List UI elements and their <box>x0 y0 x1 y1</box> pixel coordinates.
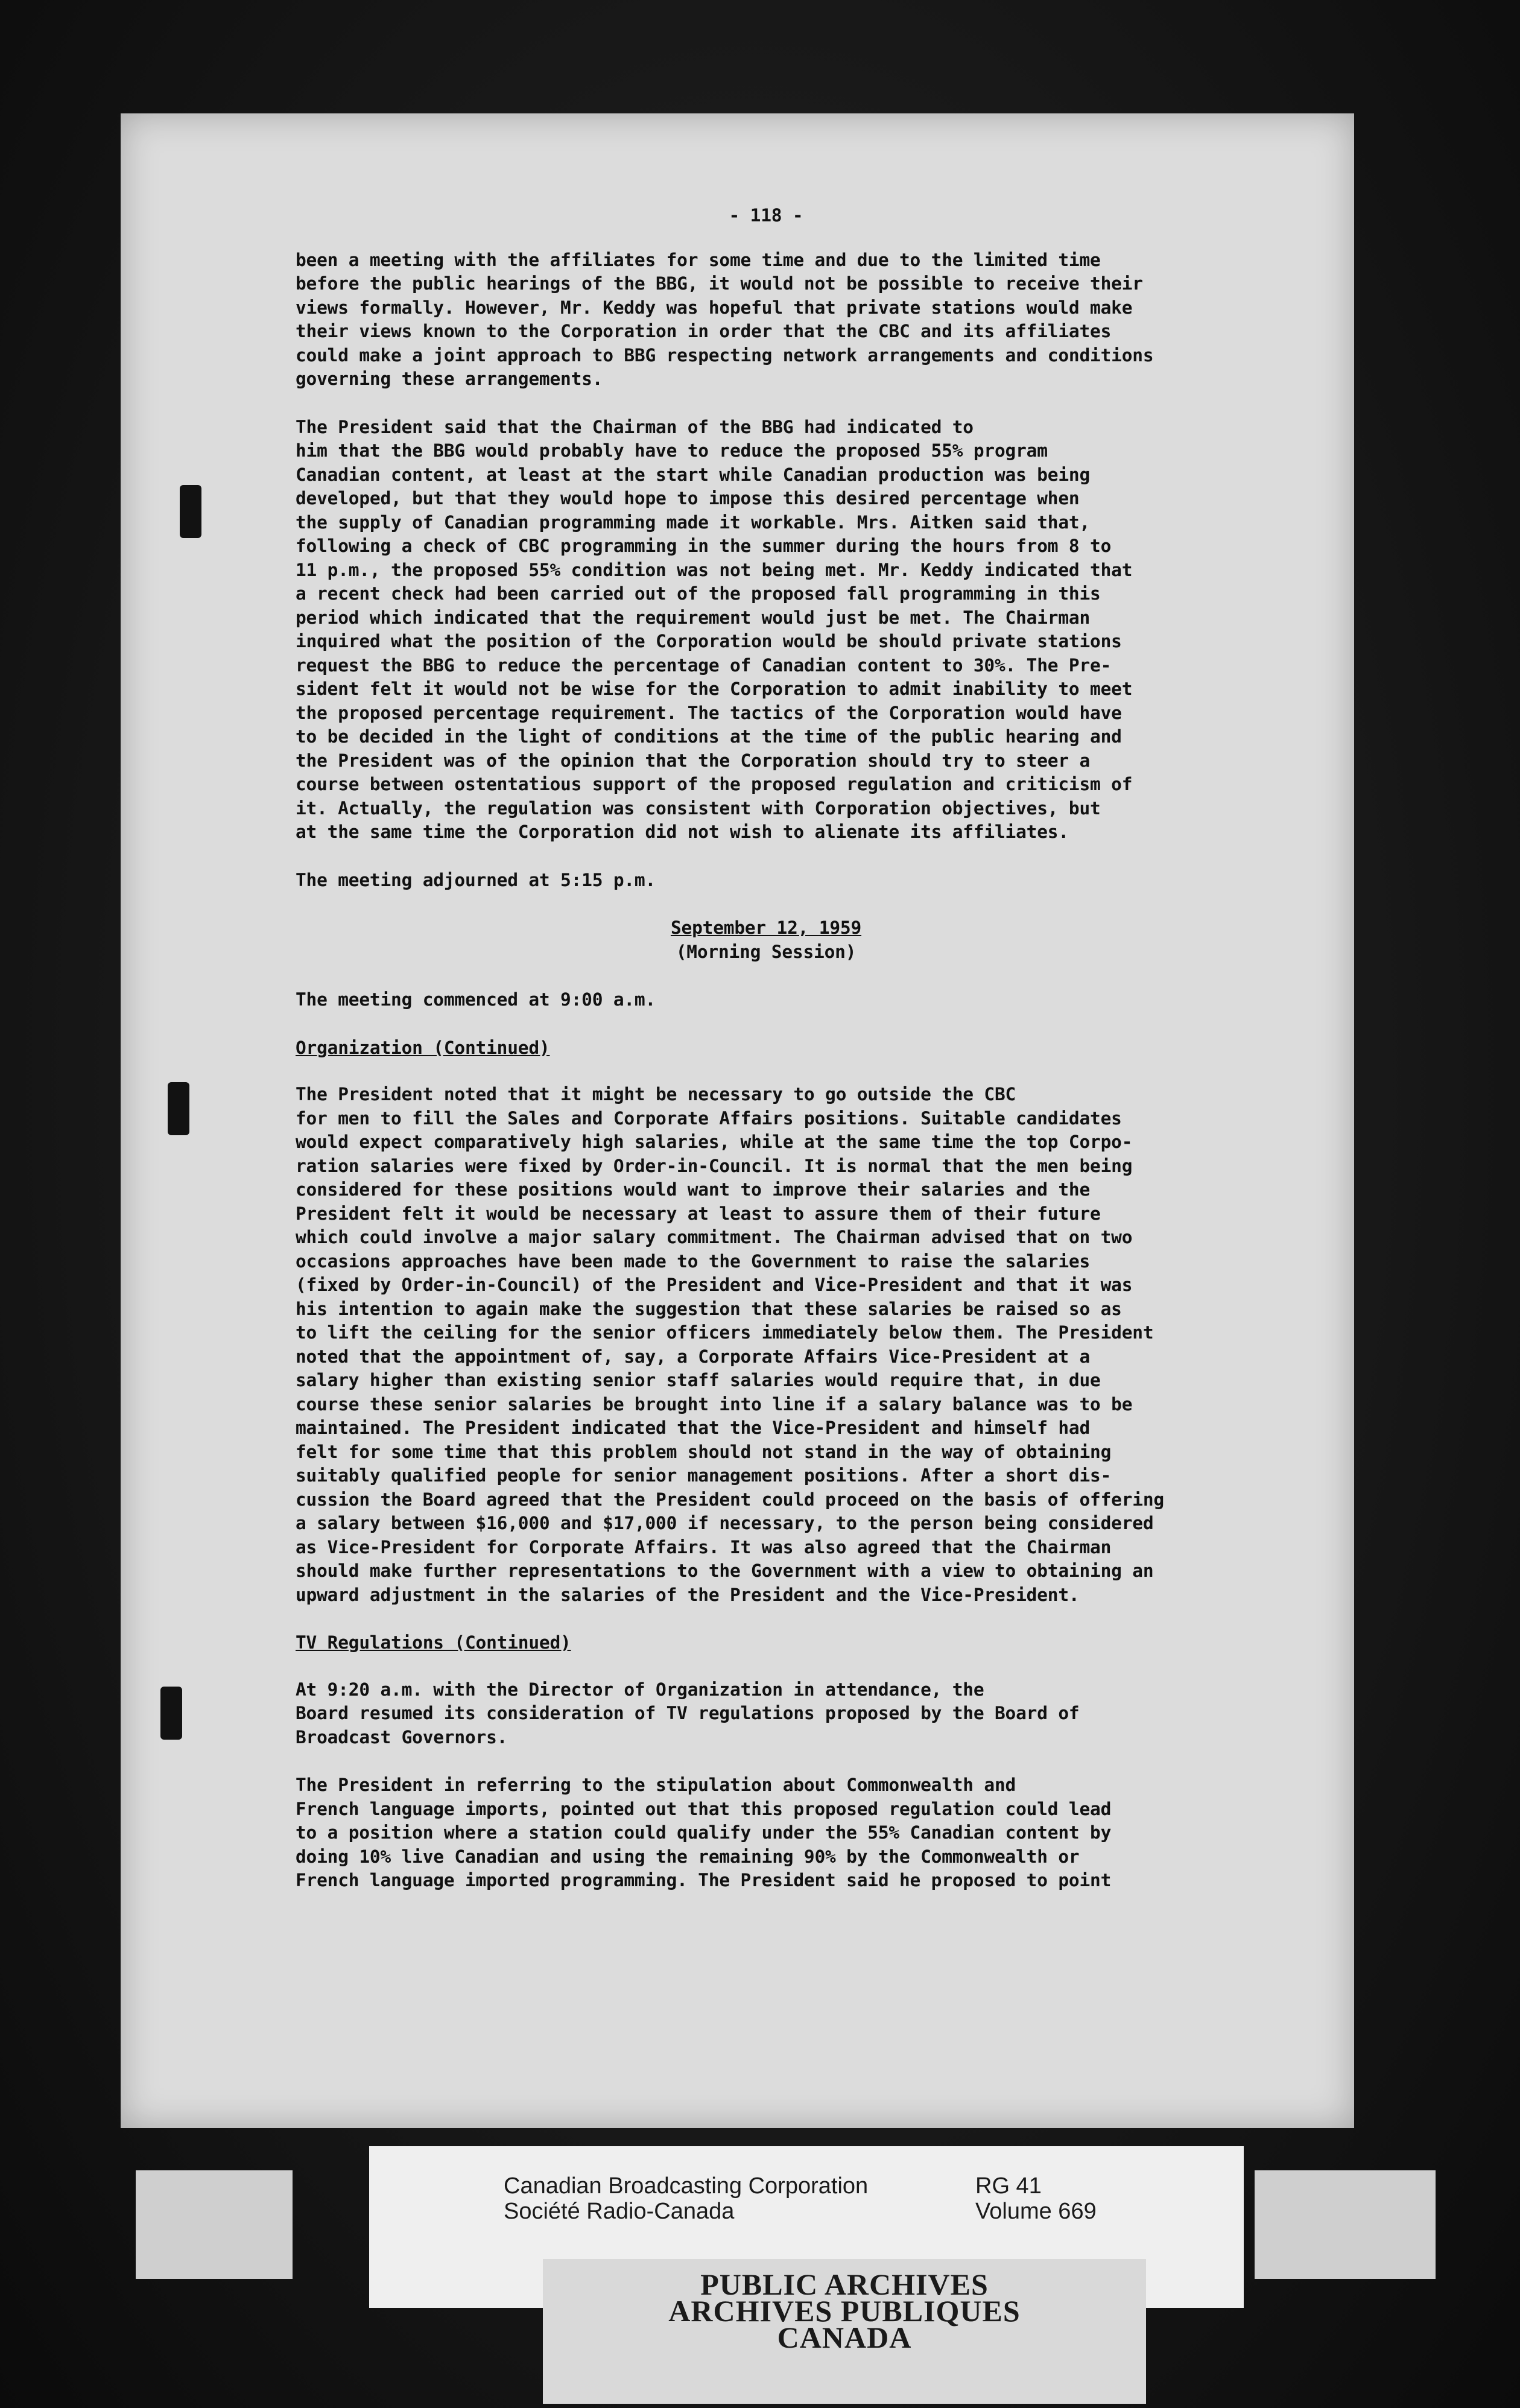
date-heading: September 12, 1959 <box>670 917 862 938</box>
adjourned-line: The meeting adjourned at 5:15 p.m. <box>296 869 656 890</box>
stamp-line: PUBLIC ARCHIVES <box>700 2267 989 2301</box>
archives-stamp <box>543 2259 1146 2404</box>
paragraph: The President noted that it might be necessary to go outside the CBC for men to fill the Sales and Corporate Affairs positions. Suitable candidates would expect comparatively high salaries, while at the same time the top Corpo- ration salaries were fixed by Order-in-Council. It is normal that the men being considered for these positions would want to improve their salaries and the President felt it would be necessary at least to assure them of their future which could involve a major salary commitment. The Chairman advised that on two occasions approaches have been made to the Government to raise the salaries (fixed by Order-in-Council) of the President and Vice-President and that it was his intention to again make the suggestion that these salaries be raised so as to lift the ceiling for the senior officers immediately below them. The President noted that the appointment of, say, a Corporate Affairs Vice-President at a salary higher than existing senior staff salaries would require that, in due course these senior salaries be brought into line if a salary balance was to be maintained. The President indicated that the Vice-President and himself had felt for some time that this problem should not stand in the way of obtaining suitably qualified people for senior management positions. After a short dis- cussion the Board agreed that the President could proceed on the basis of offering a salary between $16,000 and $17,000 if necessary, to the person being considered as Vice-President for Corporate Affairs. It was also agreed that the Chairman should make further representations to the Government with a view to obtaining an upward adjustment in the salaries of the President and the Vice-President. <box>296 1084 1164 1605</box>
commenced-line: The meeting commenced at 9:00 a.m. <box>296 989 656 1010</box>
paragraph: At 9:20 a.m. with the Director of Organization in attendance, the Board resumed its consideration of TV regulations proposed by the Board of Broadcast Governors. <box>296 1679 1080 1747</box>
section-heading: Organization (Continued) <box>296 1037 550 1058</box>
punch-hole <box>160 1687 182 1740</box>
document-body <box>296 204 1285 1917</box>
punch-hole <box>180 485 201 538</box>
paragraph: The President in referring to the stipulation about Commonwealth and French language imports, pointed out that this proposed regulation could lead to a position where a station could qualify under the 55% Canadian content by doing 10% live Canadian and using the remaining 90% by the Commonwealth or French language imported programming. The President said he proposed to point <box>296 1775 1112 1890</box>
stamp-line: ARCHIVES PUBLIQUES <box>668 2294 1021 2328</box>
label-org-fr: Société Radio-Canada <box>504 2199 735 2224</box>
stamp-line: CANADA <box>777 2321 912 2354</box>
label-backing <box>136 2170 293 2279</box>
paragraph: The President said that the Chairman of the BBG had indicated to him that the BBG would probably have to reduce the proposed 55% program Canadian content, at least at the start while Canadian production was being developed, but that they would hope to impose this desired percentage when the supply of Canadian programming made it workable. Mrs. Aitken said that, following a check of CBC programming in the summer during the hours from 8 to 11 p.m., the proposed 55% condition was not being met. Mr. Keddy indicated that a recent check had been carried out of the proposed fall programming in this period which indicated that the requirement would just be met. The Chairman inquired what the position of the Corporation would be should private stations request the BBG to reduce the percentage of Canadian content to 30%. The Pre- sident felt it would not be wise for the Corporation to admit inability to meet the proposed percentage requirement. The tactics of the Corporation would have to be decided in the light of conditions at the time of the public hearing and the President was of the opinion that the Corporation should try to steer a course between ostentatious support of the proposed regulation and criticism of it. Actually, the regulation was consistent with Corporation objectives, but at the same time the Corporation did not wish to alienate its affiliates. <box>296 416 1133 842</box>
paragraph: been a meeting with the affiliates for some time and due to the limited time before the public hearings of the BBG, it would not be possible to receive their views formally. However, Mr. Keddy was hopeful that private stations would make their views known to the Corporation in order that the CBC and its affiliates could make a joint approach to BBG respecting network arrangements and conditions governing these arrangements. <box>296 249 1154 389</box>
label-backing <box>1255 2170 1436 2279</box>
punch-hole <box>168 1082 189 1135</box>
session-label: (Morning Session) <box>676 941 857 962</box>
label-record-group: RG 41 <box>975 2173 1042 2199</box>
document-page <box>121 113 1354 2128</box>
label-org-en: Canadian Broadcasting Corporation <box>504 2173 869 2199</box>
section-heading: TV Regulations (Continued) <box>296 1632 571 1653</box>
label-volume: Volume 669 <box>975 2199 1097 2224</box>
page-number: - 118 - <box>729 205 803 226</box>
